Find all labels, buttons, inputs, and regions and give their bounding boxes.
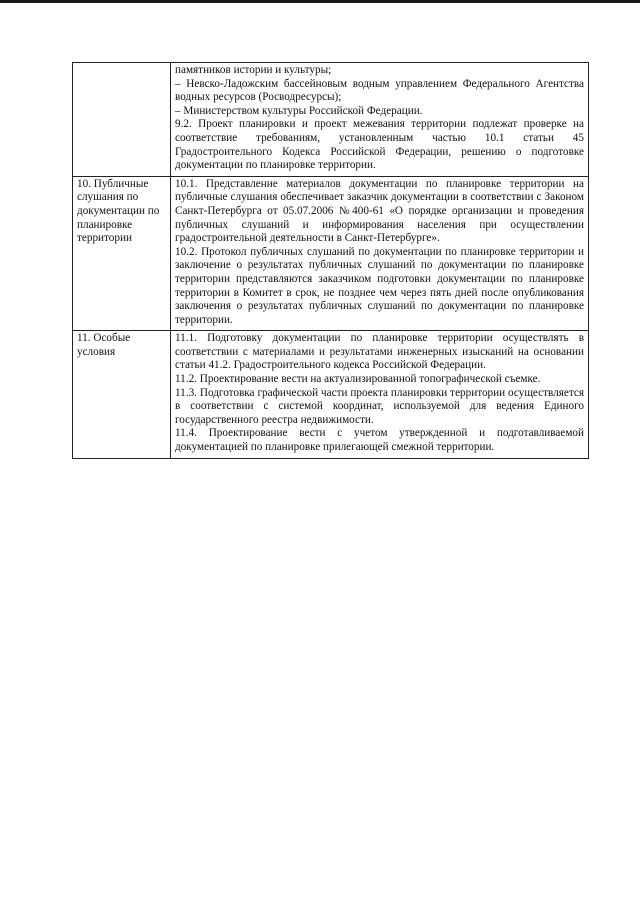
paragraph: памятников истории и культуры;	[175, 64, 332, 76]
paragraph: 11.2. Проектирование вести на актуализированной топографической съемке.	[175, 373, 541, 386]
table-row	[73, 176, 589, 331]
table-row	[73, 331, 589, 458]
paragraph: 10.1. Представление материалов документации по планировке территории на публичные слушания обеспечивает заказчик документации в соответствии с Законом Санкт-Петербурга от 05.07.2006 №400-61 «О порядке организации и проведения публичных слушаний и информирования населения при осуществлении градостроительной деятельности в Санкт-Петербурге».	[175, 177, 584, 245]
row-label-cell: 11. Особые условия	[73, 331, 171, 458]
row-content-cell	[171, 176, 589, 331]
row-label-cell: 10. Публичные слушания по документации по планировке территории	[73, 176, 171, 331]
table-row	[73, 63, 589, 177]
paragraph: 11.3. Подготовка графической части проекта планировки территории осуществляется в соответствии с системой координат, используемой для ведения Единого государственного реестра недвижимости.	[175, 386, 584, 426]
row-label-cell	[73, 63, 171, 177]
paragraph: – Министерством культуры Российской Федерации.	[175, 104, 423, 117]
row-content-cell	[171, 63, 589, 177]
paragraph: – Невско-Ладожским бассейновым водным управлением Федерального Агентства водных ресурсов (Росводресурсы);	[175, 77, 584, 104]
paragraph: 9.2. Проект планировки и проект межевания территории подлежат проверке на соответствие требованиям, установленным частью 10.1 статьи 45 Градостроительного Кодекса Российской Федерации, решению о подготовке документации по планировке территории.	[175, 118, 584, 172]
requirements-table	[72, 62, 589, 459]
top-border-line	[0, 0, 640, 3]
paragraph: 10.2. Протокол публичных слушаний по документации по планировке территории и заключение о результатах публичных слушаний по документации по планировке территории представляются заказчиком подготовки документации по планировке территории в Комитет в срок, не позднее чем через пять дней после опубликования заключения о результатах публичных слушаний по документации по планировке территории.	[175, 245, 584, 326]
row-content-cell	[171, 331, 589, 458]
paragraph: 11.1. Подготовку документации по планировке территории осуществлять в соответствии с материалами и результатами инженерных изысканий на основании статьи 41.2. Градостроительного кодекса Российской Федерации.	[175, 332, 584, 372]
paragraph: 11.4. Проектирование вести с учетом утвержденной и подготавливаемой документацией по планировке прилегающей смежной территории.	[175, 427, 584, 454]
